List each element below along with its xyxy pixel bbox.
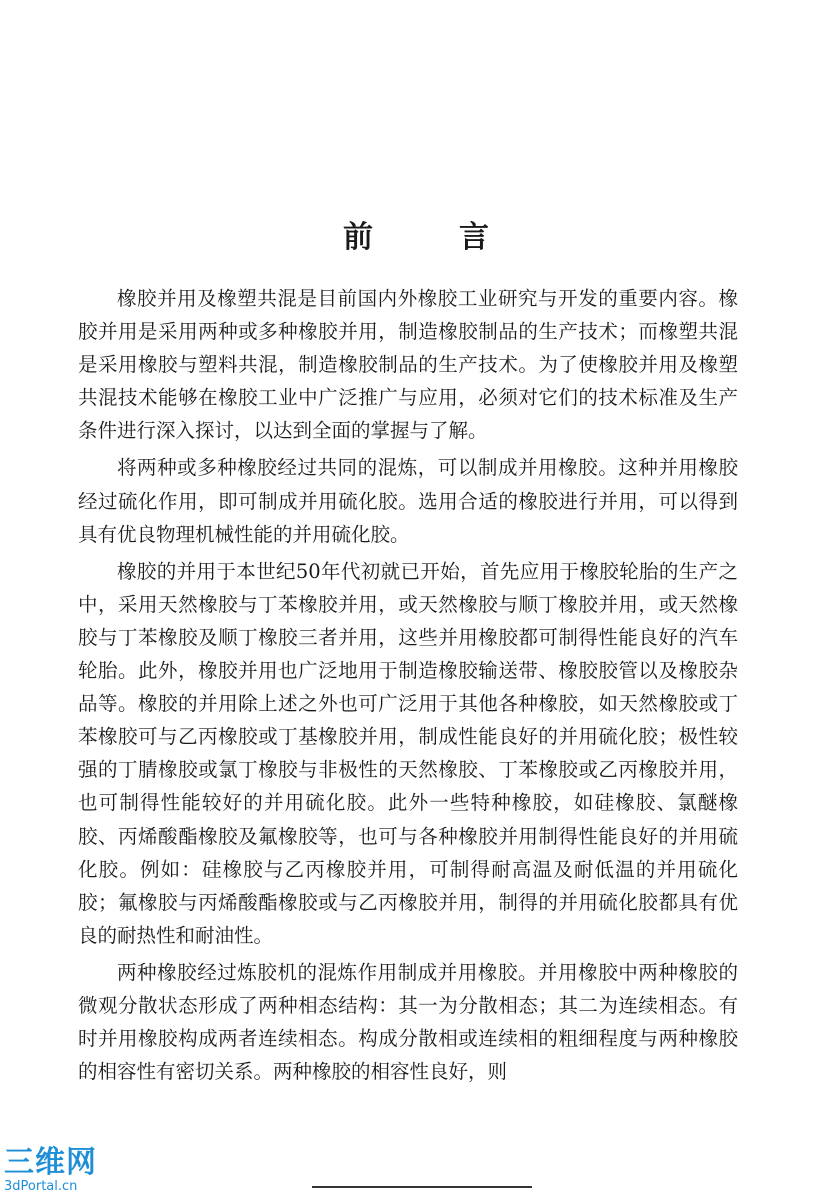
title-char-1: 前 [343, 220, 373, 255]
paragraph-3: 橡胶的并用于本世纪50年代初就已开始，首先应用于橡胶轮胎的生产之中，采用天然橡胶与丁苯橡胶并用，或天然橡胶与顺丁橡胶并用，或天然橡胶与丁苯橡胶及顺丁橡胶三者并用，这些并用橡胶都可制得性能良好的汽车轮胎。此外，橡胶并用也广泛地用于制造橡胶输送带、橡胶胶管以及橡胶杂品等。橡胶的并用除上述之外也可广泛用于其他各种橡胶，如天然橡胶或丁苯橡胶可与乙丙橡胶或丁基橡胶并用，制成性能良好的并用硫化胶；极性较强的丁腈橡胶或氯丁橡胶与非极性的天然橡胶、丁苯橡胶或乙丙橡胶并用，也可制得性能较好的并用硫化胶。此外一些特种橡胶，如硅橡胶、氯醚橡胶、丙烯酸酯橡胶及氟橡胶等，也可与各种橡胶并用制得性能良好的并用硫化胶。例如：硅橡胶与乙丙橡胶并用，可制得耐高温及耐低温的并用硫化胶；氟橡胶与丙烯酸酯橡胶或与乙丙橡胶并用，制得的并用硫化胶都具有优良的耐热性和耐油性。 [78, 559, 738, 947]
title-char-2: 言 [459, 220, 489, 255]
paragraph-4: 两种橡胶经过炼胶机的混炼作用制成并用橡胶。并用橡胶中两种橡胶的微观分散状态形成了两种相态结构：其一为分散相态；其二为连续相态。有时并用橡胶构成两者连续相态。构成分散相或连续相的粗细程度与两种橡胶的相容性有密切关系。两种橡胶的相容性良好，则 [78, 960, 738, 1084]
preface-body [78, 282, 738, 1092]
paragraph-1: 橡胶并用及橡塑共混是目前国内外橡胶工业研究与开发的重要内容。橡胶并用是采用两种或多种橡胶并用，制造橡胶制品的生产技术；而橡塑共混是采用橡胶与塑料共混，制造橡胶制品的生产技术。为了使橡胶并用及橡塑共混技术能够在橡胶工业中广泛推广与应用，必须对它们的技术标准及生产条件进行深入探讨，以达到全面的掌握与了解。 [78, 287, 738, 443]
footer-rule [312, 1186, 532, 1188]
paragraph-2: 将两种或多种橡胶经过共同的混炼，可以制成并用橡胶。这种并用橡胶经过硫化作用，即可制成并用硫化胶。选用合适的橡胶进行并用，可以得到具有优良物理机械性能的并用硫化胶。 [78, 456, 738, 546]
watermark-url: 3dPortal.cn [4, 1179, 78, 1194]
page-title [0, 212, 832, 256]
watermark-name: 三维网 [4, 1145, 97, 1180]
site-watermark [4, 1145, 97, 1194]
